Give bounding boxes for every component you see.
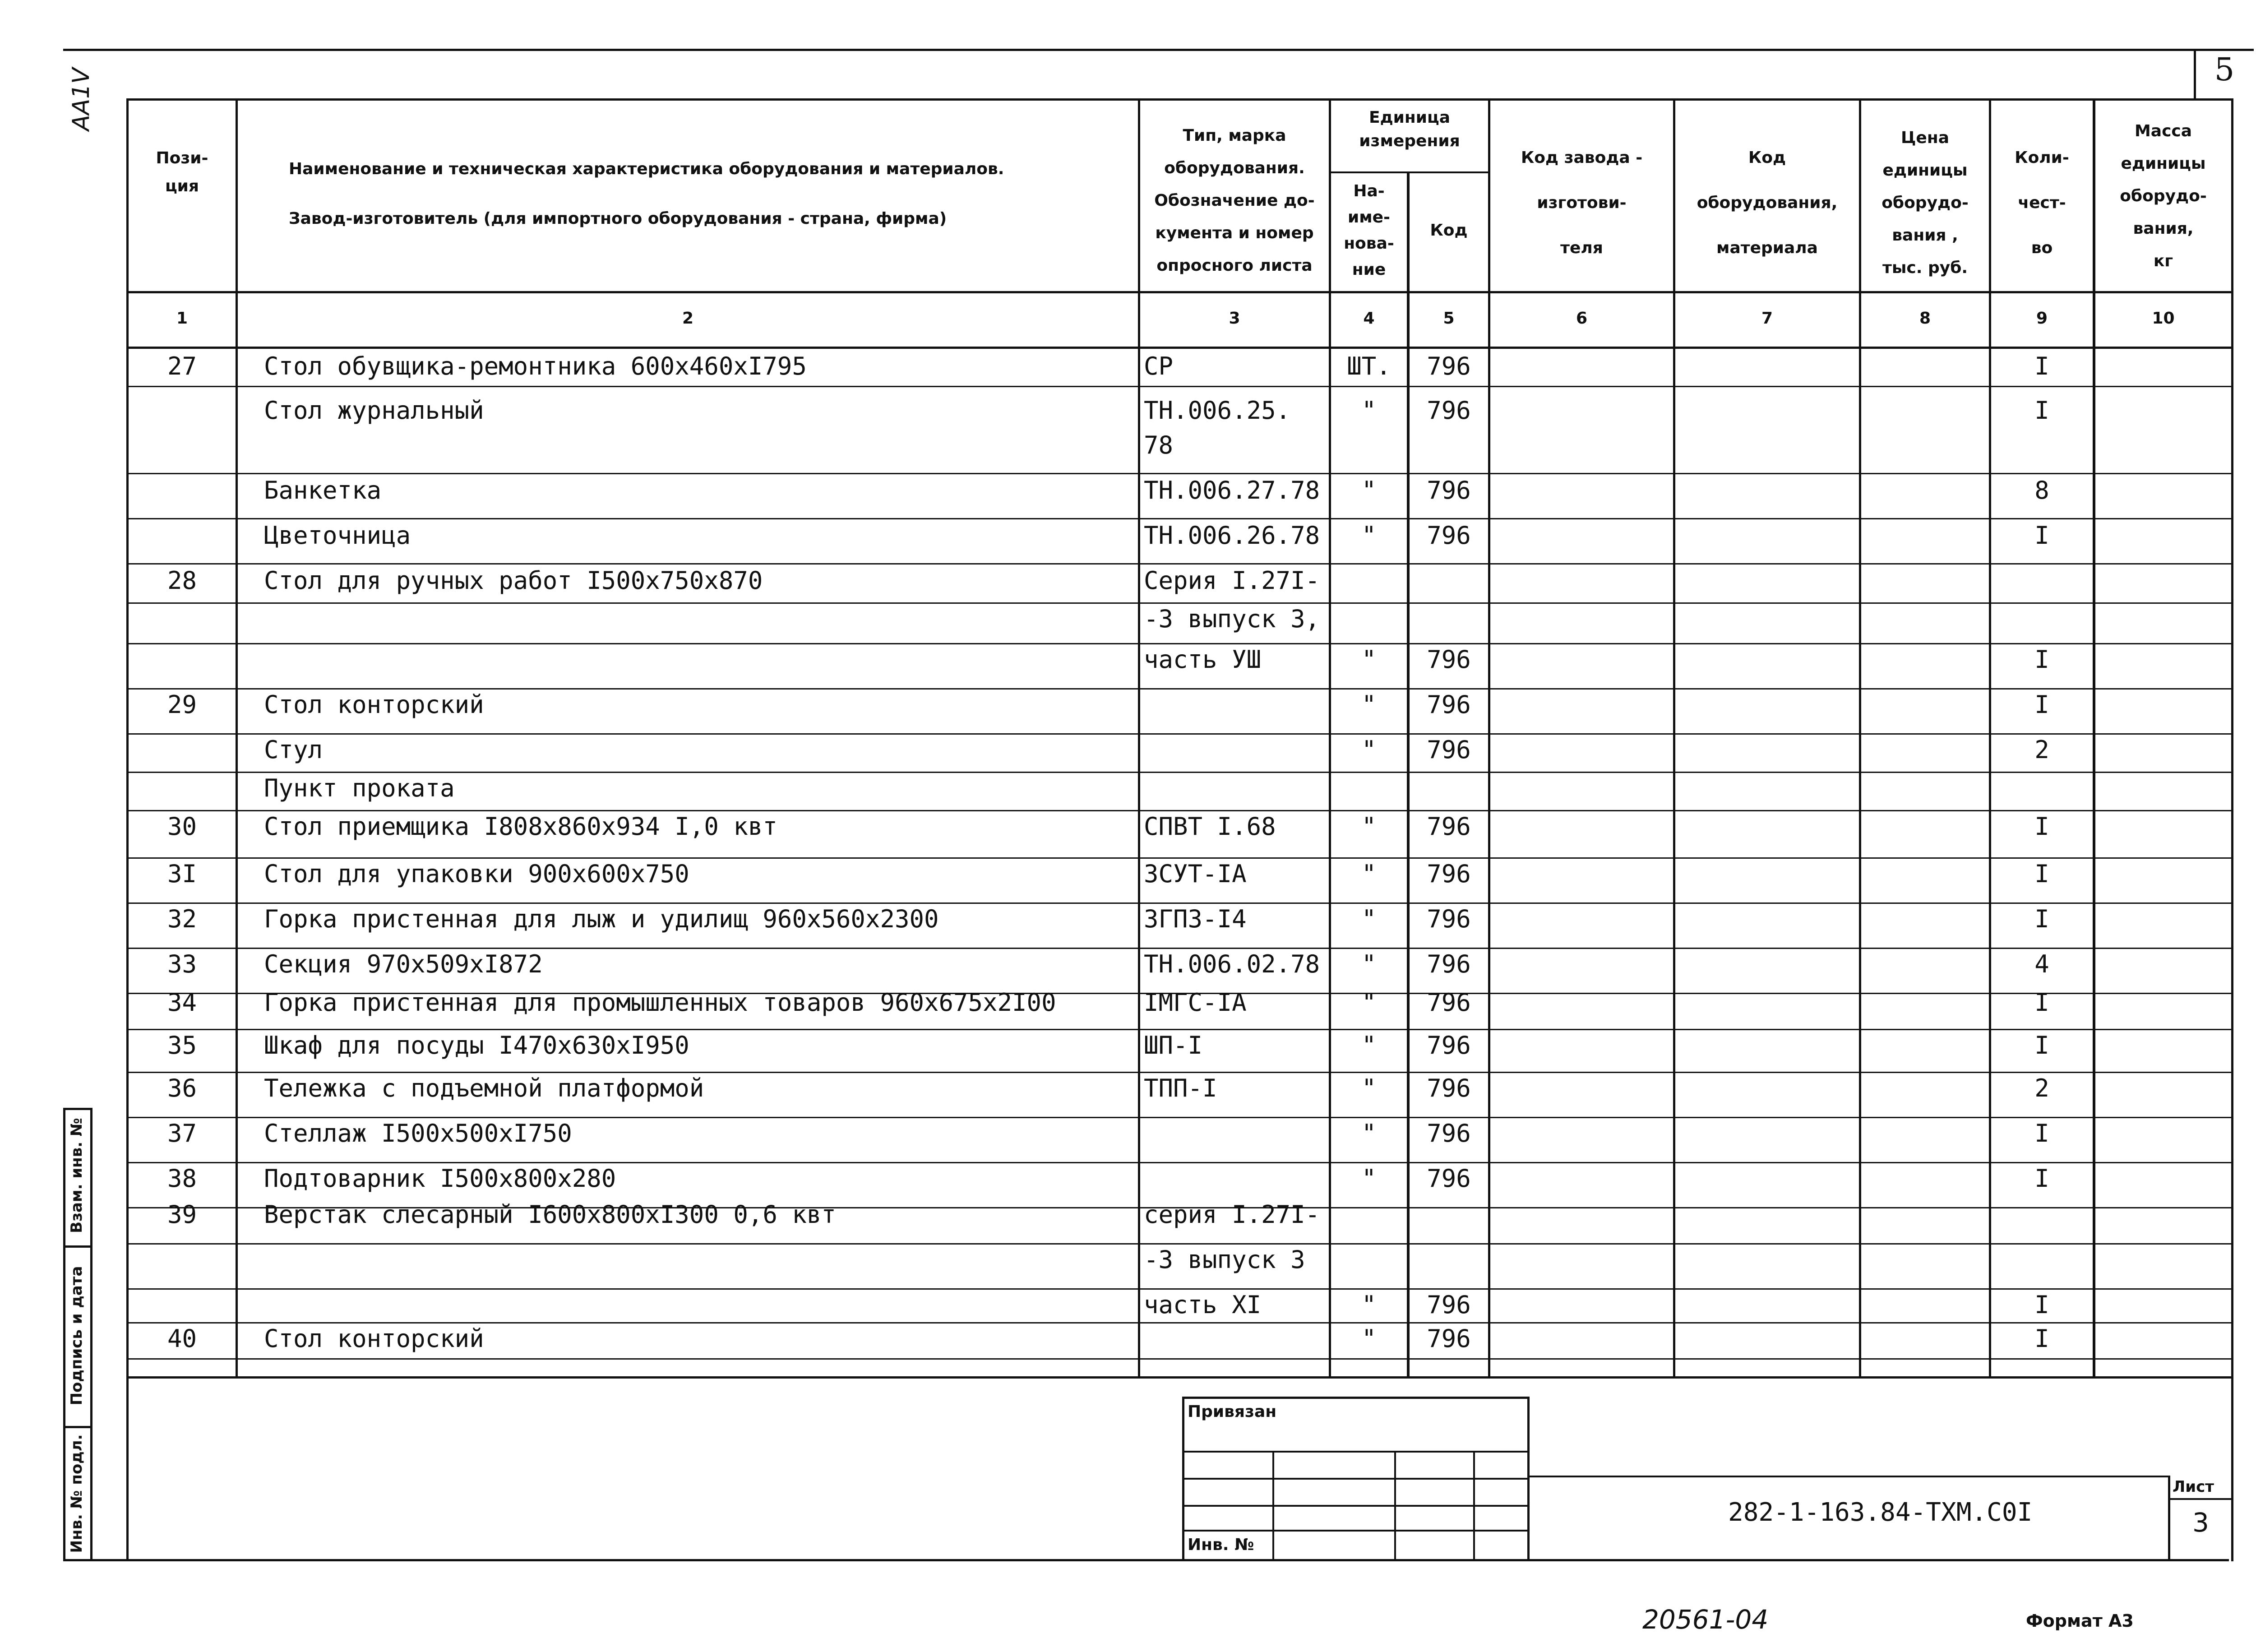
cell-position: 37 [167,1119,197,1148]
top-rule [63,49,2254,51]
row-separator [129,1162,2231,1163]
cell-type: ТН.006.25. [1144,396,1291,425]
sheet-info-line [1530,1476,2170,1477]
header-position: Пози- ция [156,149,208,195]
cell-type: 3СУТ-IА [1144,860,1247,888]
side-strip-mid [90,1108,92,1561]
cell-unit-code: 796 [1427,521,1471,550]
cell-quantity: I [2034,1119,2049,1148]
row-separator [129,948,2231,949]
row-separator [129,810,2231,811]
cell-unit-name: " [1361,1324,1377,1353]
document-code: 282-1-163.84-ТХМ.С0I [1728,1498,2033,1527]
col-line-5 [1488,98,1490,1379]
colnum-7: 7 [1761,309,1773,328]
cell-position: 40 [167,1324,197,1353]
header-equipment-code: Код оборудования, материала [1697,148,1838,257]
colnum-6: 6 [1576,309,1588,328]
stamp-inv-label: Инв. № [1188,1536,1254,1554]
row-separator [129,1322,2231,1323]
cell-name: Стол приемщика I808х860х934 I,0 квт [264,812,777,841]
cell-name: Стол конторский [264,1324,484,1353]
colnum-8: 8 [1919,309,1931,328]
cell-position: 28 [167,566,197,595]
row-separator [129,386,2231,387]
cell-type: Серия I.27I- [1144,566,1320,595]
cell-name: Стол для упаковки 900х600х750 [264,860,689,888]
cell-quantity: 4 [2034,950,2049,978]
row-separator [129,518,2231,519]
cell-unit-code: 796 [1427,812,1471,841]
cell-position: 29 [167,690,197,719]
sheet-number: 3 [2192,1507,2209,1538]
cell-unit-code: 796 [1427,645,1471,674]
row-separator [129,772,2231,773]
row-separator [129,733,2231,735]
side-label-original-inv: Инв. № подл. [68,1434,86,1553]
colnum-2: 2 [682,309,694,328]
cell-unit-code: 796 [1427,1164,1471,1193]
cell-type: ТПП-I [1144,1074,1217,1102]
cell-type: ТН.006.02.78 [1144,950,1320,978]
cell-name: Тележка с подъемной платформой [264,1074,704,1102]
side-strip-left [63,1108,65,1561]
cell-name: Шкаф для посуды I470х630хI950 [264,1031,689,1060]
row-separator [129,1117,2231,1118]
cell-position: 38 [167,1164,197,1193]
cell-unit-name: " [1361,1031,1377,1060]
cell-type: -3 выпуск 3, [1144,605,1320,633]
row-separator [129,473,2231,474]
cell-quantity: I [2034,988,2049,1017]
cell-type: часть УШ [1144,645,1262,674]
cell-type: СПВТ I.68 [1144,812,1276,841]
cell-quantity: I [2034,352,2049,380]
colnum-9: 9 [2036,309,2048,328]
cell-type: -3 выпуск 3 [1144,1245,1305,1274]
cell-unit-name: " [1361,860,1377,888]
colnum-10: 10 [2152,309,2175,328]
cell-unit-code: 796 [1427,1291,1471,1319]
cell-position: 36 [167,1074,197,1102]
cell-unit-name: " [1361,396,1377,425]
col-line-2 [1138,98,1140,1379]
cell-name: Секция 970х509хI872 [264,950,543,978]
cell-quantity: I [2034,812,2049,841]
cell-position: 35 [167,1031,197,1060]
frame-bottom-line [63,1559,2229,1561]
cell-type: 78 [1144,431,1174,459]
row-separator [129,688,2231,689]
row-separator [129,1288,2231,1290]
header-unit-group: Единица измерения [1359,108,1460,150]
col-line-1 [236,98,238,1379]
cell-unit-code: 796 [1427,988,1471,1017]
row-separator [129,1029,2231,1030]
cell-unit-code: 796 [1427,950,1471,978]
cell-unit-name: " [1361,950,1377,978]
numbers-bottom-line [126,347,2233,349]
cell-type: часть XI [1144,1291,1262,1319]
cell-unit-name: " [1361,1164,1377,1193]
cell-type: ТН.006.27.78 [1144,476,1320,504]
cell-position: 3I [167,860,197,888]
row-separator [129,563,2231,565]
cell-name: Горка пристенная для лыж и удилищ 960х560х2300 [264,905,939,933]
cell-name: Банкетка [264,476,382,504]
cell-position: 39 [167,1200,197,1229]
col-line-9 [2093,98,2095,1379]
cell-unit-code: 796 [1427,1119,1471,1148]
cell-quantity: 2 [2034,1074,2049,1102]
table-top-line [126,98,2233,101]
cell-quantity: I [2034,1031,2049,1060]
row-separator [129,902,2231,904]
page-number: 5 [2214,51,2235,88]
page-number-box-left [2194,49,2196,98]
row-separator [129,1243,2231,1245]
colnum-4: 4 [1363,309,1375,328]
cell-unit-name: " [1361,988,1377,1017]
cell-unit-code: 796 [1427,1031,1471,1060]
cell-quantity: I [2034,1324,2049,1353]
cell-quantity: I [2034,860,2049,888]
colnum-1: 1 [176,309,188,328]
row-separator [129,857,2231,859]
cell-unit-name: " [1361,521,1377,550]
cell-unit-code: 796 [1427,476,1471,504]
cell-type: серия I.27I- [1144,1200,1320,1229]
cell-quantity: I [2034,905,2049,933]
cell-unit-name: " [1361,812,1377,841]
cell-unit-code: 796 [1427,905,1471,933]
table-bottom-line [126,1376,2233,1379]
cell-name: Пункт проката [264,774,455,802]
cell-unit-code: 796 [1427,736,1471,764]
cell-position: 30 [167,812,197,841]
cell-name: Стул [264,736,323,764]
cell-unit-name: " [1361,645,1377,674]
cell-type: ТН.006.26.78 [1144,521,1320,550]
cell-unit-code: 796 [1427,1324,1471,1353]
header-unit-price: Цена единицы оборудо- вания , тыс. руб. [1882,129,1969,277]
cell-quantity: I [2034,645,2049,674]
cell-name: Стол журнальный [264,396,484,425]
cell-unit-code: 796 [1427,860,1471,888]
cell-quantity: I [2034,396,2049,425]
cell-type: IМГС-IА [1144,988,1247,1017]
cell-position: 32 [167,905,197,933]
cell-quantity: I [2034,690,2049,719]
header-bottom-line [126,291,2233,293]
colnum-3: 3 [1229,309,1240,328]
cell-unit-name: ШТ. [1347,352,1391,380]
cell-name: Стол конторский [264,690,484,719]
cell-name: Подтоварник I500х800х280 [264,1164,616,1193]
cell-position: 27 [167,352,197,380]
cell-unit-code: 796 [1427,690,1471,719]
header-unit-name: На- име- нова- ние [1344,182,1394,279]
corner-mark: AA1V [68,68,95,131]
cell-name: Стол для ручных работ I500х750х870 [264,566,763,595]
cell-unit-name: " [1361,1291,1377,1319]
cell-name: Верстак слесарный I600х800хI300 0,6 квт [264,1200,836,1229]
sheet-label: Лист [2173,1478,2214,1496]
cell-name: Горка пристенная для промышленных товаров 960х675х2I00 [264,988,1056,1017]
cell-quantity: 8 [2034,476,2049,504]
cell-name: Стеллаж I500х500хI750 [264,1119,572,1148]
cell-type: СР [1144,352,1174,380]
header-unit-mass: Масса единицы оборудо- вания, кг [2120,122,2207,270]
col-line-7 [1859,98,1861,1379]
handwritten-code: 20561-04 [1642,1604,1769,1635]
side-label-signature-date: Подпись и дата [68,1266,86,1406]
cell-unit-name: " [1361,1074,1377,1102]
colnum-5: 5 [1443,309,1455,328]
header-factory-code: Код завода - изготови- теля [1521,148,1643,257]
cell-quantity: I [2034,521,2049,550]
col-line-10 [2231,98,2233,1561]
cell-position: 33 [167,950,197,978]
cell-name: Стол обувщика-ремонтника 600х460хI795 [264,352,807,380]
row-separator [129,602,2231,604]
cell-type: 3ГП3-I4 [1144,905,1247,933]
header-type: Тип, марка оборудования. Обозначение до- кумента и номер опросного листа [1154,126,1315,275]
header-unit-code: Код [1430,221,1468,240]
header-quantity: Коли- чест- во [2015,148,2069,257]
stamp-bound-label: Привязан [1188,1402,1277,1421]
cell-name: Цветочница [264,521,411,550]
cell-unit-code: 796 [1427,352,1471,380]
row-separator [129,1072,2231,1073]
row-separator [129,643,2231,644]
row-separator [129,1358,2231,1360]
cell-unit-name: " [1361,905,1377,933]
cell-type: ШП-I [1144,1031,1203,1060]
cell-unit-name: " [1361,1119,1377,1148]
cell-unit-code: 796 [1427,396,1471,425]
cell-quantity: I [2034,1291,2049,1319]
header-name: Наименование и техническая характеристика оборудования и материалов. Завод-изготовитель (для импортного оборудования - страна, фирма) [289,160,1004,228]
side-label-replaced-inv: Взам. инв. № [68,1118,86,1233]
cell-unit-name: " [1361,476,1377,504]
cell-unit-name: " [1361,690,1377,719]
cell-unit-name: " [1361,736,1377,764]
paper-format: Формат А3 [2026,1611,2134,1631]
cell-quantity: 2 [2034,736,2049,764]
cell-position: 34 [167,988,197,1017]
cell-quantity: I [2034,1164,2049,1193]
cell-unit-code: 796 [1427,1074,1471,1102]
col-line-6 [1673,98,1675,1379]
